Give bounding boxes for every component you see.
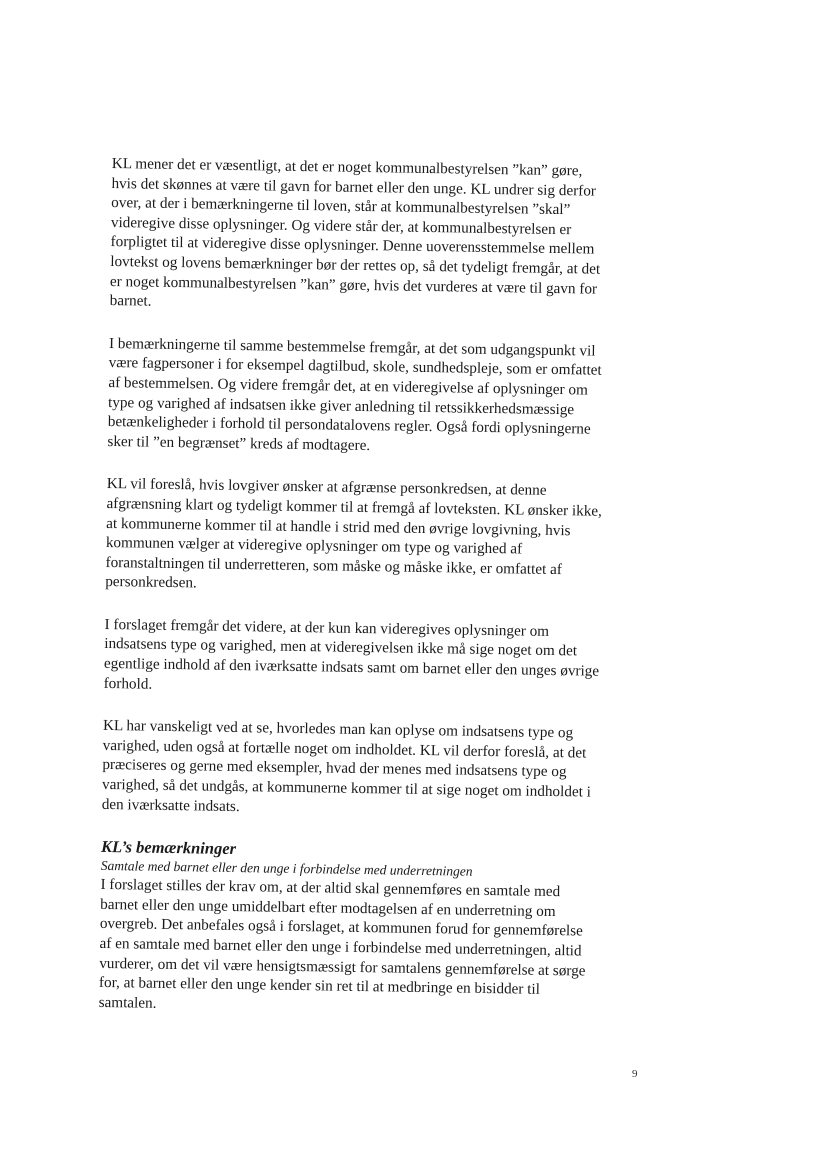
paragraph-3: KL vil foreslå, hvis lovgiver ønsker at afgrænse personkredsen, at denne afgrænsning klart og tydeligt kommer til at fremgå af lovteksten. KL ønsker ikke, at kommunerne kommer til at handle i strid med den øvrige lovgivning, hvis kommunen vælger at videregive oplysninger om type og varighed af foranstaltningen til underretteren, som måske og måske ikke, er omfattet af personkredsen.: [105, 475, 603, 592]
paragraph-5: KL har vanskeligt ved at se, hvorledes man kan oplyse om indsatsens type og varighed, uden også at fortælle noget om indholdet. KL vil derfor foreslå, at det præciseres og gerne med eksempler, hvad der menes med indsatsens type og varighed, så det undgås, at kommunerne kommer til at sige noget om indholdet i den iværksatte indsats.: [101, 717, 592, 815]
page-number: 9: [632, 1068, 638, 1080]
section-paragraph: I forslaget stilles der krav om, at der altid skal gennemføres en samtale med barnet eller den unge umiddelbart efter modtagelsen af en underretning om overgreb. Det anbefales også i forslaget, at kommunen forud for gennemførelse af en samtale med barnet eller den unge i forbindelse med underretningen, altid vurderer, om det vil være hensigtsmæssigt for samtalens gennemførelse at sørge for, at barnet eller den unge kender sin ret til at medbringe en bisidder til samtalen.: [98, 876, 586, 1012]
section-subheading: Samtale med barnet eller den unge i forbindelse med underretningen: [100, 858, 473, 879]
paragraph-2: I bemærkningerne til samme bestemmelse fremgår, at det som udgangspunkt vil være fagpersoner i for eksempel dagtilbud, skole, sundhedspleje, som er omfattet af bestemmelsen. Og videre fremgår det, at en videregivelse af oplysninger om type og varighed af indsatsen ikke giver anledning til retssikkerhedsmæssige betænkeligheder i forhold til persondatalovens regler. Også fordi oplysningerne sker til ”en begrænset” kreds af modtagere.: [107, 334, 602, 454]
body-text: [98, 154, 608, 1043]
section-heading: KL’s bemærkninger: [100, 837, 237, 859]
paragraph-1: KL mener det er væsentligt, at det er noget kommunalbestyrelsen ”kan” gøre, hvis det skønnes at være til gavn for barnet eller den unge. KL undrer sig derfor over, at der i bemærkningerne til loven, står at kommunalbestyrelsen ”skal” videregive disse oplysninger. Og videre står der, at kommunalbestyrelsen er forpligtet til at videregive disse oplysninger. Denne uoverensstemmelse mellem lovtekst og lovens bemærkninger bør der rettes op, så det tydeligt fremgår, at det er noget kommunalbestyrelsen ”kan” gøre, hvis det vurderes at være til gavn for barnet.: [109, 154, 601, 310]
paragraph-4: I forslaget fremgår det videre, at der kun kan videregives oplysninger om indsatsens type og varighed, men at videregivelsen ikke må sige noget om det egentlige indhold af den iværksatte indsats samt om barnet eller den unges øvrige forhold.: [103, 615, 600, 693]
